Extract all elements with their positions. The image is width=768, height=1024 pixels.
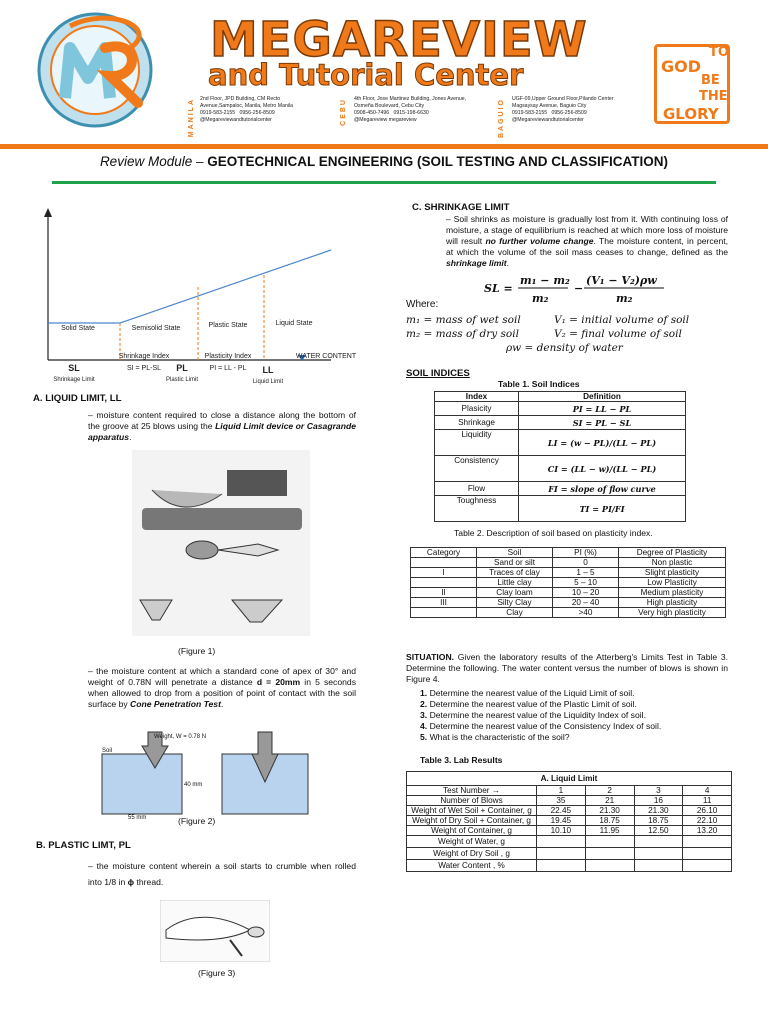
index-label: Plasticity Index bbox=[204, 353, 252, 360]
list-item: 1. Determine the nearest value of the Liquid Limit of soil. bbox=[420, 688, 635, 698]
branch-city-manila: MANILA bbox=[188, 98, 195, 138]
emphasis: d = 20mm bbox=[256, 677, 301, 687]
emphasis: Liquid Limit device or Casagrande apparatus bbox=[88, 421, 356, 442]
table-row bbox=[407, 806, 732, 816]
motto-word: GLORY bbox=[663, 105, 719, 123]
table-cell: Water Content , % bbox=[407, 860, 537, 872]
table-cell: 20 – 40 bbox=[553, 598, 619, 608]
table-cell: Weight of Wet Soil + Container, g bbox=[407, 806, 537, 816]
table-cell: Weight of Container, g bbox=[407, 826, 537, 836]
svg-text:SL =: SL = bbox=[484, 282, 513, 295]
list-item: 3. Determine the nearest value of the Liquidity Index of soil. bbox=[420, 710, 646, 720]
figure-2-caption: (Figure 2) bbox=[178, 816, 216, 826]
table-cell: 22.45 bbox=[537, 806, 586, 816]
table-cell: 10 – 20 bbox=[553, 588, 619, 598]
table-cell bbox=[537, 836, 586, 848]
definition: m₁ = mass of wet soil bbox=[406, 314, 521, 326]
branch-baguio bbox=[512, 96, 632, 124]
table-row bbox=[407, 848, 732, 860]
module-title bbox=[0, 154, 768, 169]
plasticity-table bbox=[410, 547, 726, 618]
table-header: Category bbox=[411, 548, 477, 558]
table-cell: Weight of Dry Soil , g bbox=[407, 848, 537, 860]
text: in 5 seconds when allowed to drop from a position of point of contact with the soil surface by bbox=[88, 677, 356, 709]
svg-text:m₁ − m₂: m₁ − m₂ bbox=[520, 274, 570, 287]
table-row bbox=[435, 416, 686, 430]
casagrande-figure bbox=[132, 450, 310, 636]
table-cell: 3 bbox=[634, 786, 683, 796]
item-text: Determine the nearest value of the Liquid Limit of soil. bbox=[429, 688, 635, 698]
definition: ρw = density of water bbox=[506, 342, 623, 354]
header-divider bbox=[0, 144, 768, 149]
table-cell bbox=[634, 860, 683, 872]
emphasis: no further volume change bbox=[485, 236, 594, 246]
table-cell bbox=[411, 578, 477, 588]
table-header: Degree of Plasticity bbox=[619, 548, 726, 558]
table-cell: 18.75 bbox=[634, 816, 683, 826]
figure-label: 55 mm bbox=[128, 815, 147, 820]
emphasis: shrinkage limit bbox=[446, 258, 507, 268]
table-cell: Consistency bbox=[435, 456, 519, 482]
limit-name: Plastic Limit bbox=[165, 377, 199, 383]
limit-abbr: SL bbox=[68, 363, 80, 373]
branch-city-baguio: BAGUIO bbox=[498, 98, 505, 138]
table-cell: 22.10 bbox=[683, 816, 732, 826]
item-text: What is the characteristic of the soil? bbox=[429, 732, 570, 742]
table-row bbox=[411, 558, 726, 568]
heading-soil-indices: SOIL INDICES bbox=[406, 368, 470, 379]
figure-1-caption: (Figure 1) bbox=[178, 646, 216, 656]
shrinkage-limit-text: – Soil shrinks as moisture is gradually lost from it. With continuing loss of moisture, a stage of equilibrium is reached at which more loss of moisture will result no further volume change. The moisture content, in percent, at which the volume of the soil mass ceases to change, defined as the shrinkage limit. bbox=[446, 214, 729, 268]
definition: V₁ = initial volume of soil bbox=[554, 314, 690, 326]
table-cell: Low Plasticity bbox=[619, 578, 726, 588]
heading-liquid-limit: A. LIQUID LIMIT, LL bbox=[33, 393, 122, 404]
table-cell: Number of Blows bbox=[407, 796, 537, 806]
table-cell bbox=[683, 860, 732, 872]
table-cell: Very high plasticity bbox=[619, 608, 726, 618]
table-2-caption: Table 2. Description of soil based on plasticity index. bbox=[454, 528, 653, 538]
motto-word: THE bbox=[699, 89, 728, 104]
table-cell: Sand or silt bbox=[477, 558, 553, 568]
table-row bbox=[407, 860, 732, 872]
table-row bbox=[435, 402, 686, 416]
table-row bbox=[435, 496, 686, 522]
table-title-row bbox=[407, 772, 732, 786]
table-cell: 12.50 bbox=[634, 826, 683, 836]
branch-phone: 0956-256-8509 bbox=[551, 110, 587, 116]
cone-penetration-figure bbox=[98, 728, 318, 820]
limit-abbr: PL bbox=[176, 363, 188, 373]
text: . The moisture content, in percent, at which the volume of the soil mass ceases to change, defined as the bbox=[446, 236, 729, 257]
limit-name: Shrinkage Limit bbox=[53, 377, 95, 383]
situation-text bbox=[406, 652, 728, 685]
table-cell: Toughness bbox=[435, 496, 519, 522]
table-cell: Shrinkage bbox=[435, 416, 519, 430]
item-text: Determine the nearest value of the Consistency Index of soil. bbox=[429, 721, 662, 731]
table-cell: 11 bbox=[683, 796, 732, 806]
plastic-limit-text bbox=[88, 858, 356, 890]
diagram-y-arrow bbox=[44, 208, 52, 217]
text: – the moisture content at which a standard cone of apex of 30° and weight of 0.78N will penetrate a distance bbox=[88, 666, 356, 687]
lab-results-table bbox=[406, 771, 732, 872]
table-cell: 35 bbox=[537, 796, 586, 806]
table-cell: Weight of Dry Soil + Container, g bbox=[407, 816, 537, 826]
branch-phone: 0919-583-2155 bbox=[200, 110, 236, 116]
liquid-limit-text: – moisture content required to close a distance along the bottom of the groove at 25 blows using the Liquid Limit device or Casagrande apparatus. bbox=[88, 410, 356, 442]
table-cell: Weight of Water, g bbox=[407, 836, 537, 848]
brand-subtitle: and Tutorial Center bbox=[208, 58, 524, 92]
branch-city-cebu: CEBU bbox=[340, 98, 347, 126]
situation-label: SITUATION. bbox=[406, 652, 455, 662]
motto-word: TO bbox=[709, 45, 729, 60]
table-row bbox=[411, 588, 726, 598]
table-cell bbox=[683, 836, 732, 848]
table-cell bbox=[585, 836, 634, 848]
table-cell: LI = (w − PL)/(LL − PL) bbox=[519, 430, 686, 456]
soil-indices-table bbox=[434, 391, 686, 522]
table-cell: TI = PI/FI bbox=[519, 496, 686, 522]
table-cell: 16 bbox=[634, 796, 683, 806]
svg-text:m₂: m₂ bbox=[616, 292, 633, 305]
table-cell bbox=[634, 848, 683, 860]
situation-list bbox=[420, 688, 726, 743]
table-cell bbox=[634, 836, 683, 848]
motto-word: GOD bbox=[661, 57, 702, 76]
svg-text:(V₁ − V₂)ρw: (V₁ − V₂)ρw bbox=[586, 274, 657, 287]
where-label: Where: bbox=[406, 299, 439, 310]
table-header: PI (%) bbox=[553, 548, 619, 558]
table-row bbox=[407, 786, 732, 796]
table-cell: Test Number → bbox=[407, 786, 537, 796]
emphasis: Cone Penetration Test bbox=[130, 699, 221, 709]
table-row bbox=[435, 430, 686, 456]
table-cell: 19.45 bbox=[537, 816, 586, 826]
svg-text:m₂: m₂ bbox=[532, 292, 549, 305]
text: – Soil shrinks as moisture is gradually lost from it. With continuing loss of moisture, a stage of equilibrium is reached at which more loss of moisture will result bbox=[446, 214, 728, 246]
table-cell: 2 bbox=[585, 786, 634, 796]
shrinkage-formula bbox=[480, 272, 680, 306]
table-cell: 11.95 bbox=[585, 826, 634, 836]
limit-abbr: LL bbox=[262, 365, 274, 375]
table-row bbox=[435, 482, 686, 496]
table-row bbox=[407, 796, 732, 806]
table-cell: 21 bbox=[585, 796, 634, 806]
heading-shrinkage-limit: C. SHRINKAGE LIMIT bbox=[412, 202, 510, 213]
table-cell: II bbox=[411, 588, 477, 598]
table-cell bbox=[537, 860, 586, 872]
table-cell bbox=[411, 608, 477, 618]
limit-name: Liquid Limit bbox=[252, 379, 284, 385]
definition: V₂ = final volume of soil bbox=[554, 328, 682, 340]
motto-badge bbox=[654, 44, 730, 124]
soil-states-diagram bbox=[36, 205, 366, 405]
item-text: Determine the nearest value of the Liquidity Index of soil. bbox=[429, 710, 646, 720]
figure-3-caption: (Figure 3) bbox=[198, 968, 236, 978]
table-cell: Liquidity bbox=[435, 430, 519, 456]
list-item: 4. Determine the nearest value of the Consistency Index of soil. bbox=[420, 721, 662, 731]
branch-phone: 0915-198-6630 bbox=[393, 110, 429, 116]
table-cell: CI = (LL − w)/(LL − PL) bbox=[519, 456, 686, 482]
branch-address: UGF-09,Upper Ground Floor,Pilando Center Magsaysay Avenue, Baguio City bbox=[512, 96, 614, 109]
branch-social: @Megareviewandtutorialcenter bbox=[200, 117, 272, 123]
axis-label: WATER CONTENT bbox=[295, 353, 357, 360]
phi-symbol: ϕ bbox=[127, 877, 135, 887]
table-cell: Little clay bbox=[477, 578, 553, 588]
table-1-caption: Table 1. Soil Indices bbox=[498, 379, 580, 389]
table-cell bbox=[411, 558, 477, 568]
branch-phone: 0908-450-7496 bbox=[354, 110, 390, 116]
table-cell: >40 bbox=[553, 608, 619, 618]
item-text: Determine the nearest value of the Plastic Limit of soil. bbox=[429, 699, 637, 709]
table-cell: 26.10 bbox=[683, 806, 732, 816]
index-label: PI = LL - PL bbox=[209, 365, 247, 372]
index-label: SI = PL-SL bbox=[126, 365, 162, 372]
table-cell: Non plastic bbox=[619, 558, 726, 568]
table-cell: 1 – 5 bbox=[553, 568, 619, 578]
brand-title: MEGAREVIEW bbox=[210, 12, 588, 68]
index-label: Shrinkage Index bbox=[118, 353, 170, 360]
table-cell: Silty Clay bbox=[477, 598, 553, 608]
figure-label: 40 mm bbox=[184, 782, 203, 788]
table-cell: 10.10 bbox=[537, 826, 586, 836]
branch-manila bbox=[200, 96, 320, 124]
figure-label: Soil bbox=[102, 748, 113, 754]
table-cell: Clay loam bbox=[477, 588, 553, 598]
table-cell bbox=[537, 848, 586, 860]
table-cell: I bbox=[411, 568, 477, 578]
table-row bbox=[411, 568, 726, 578]
table-cell: III bbox=[411, 598, 477, 608]
branch-address: 4th Floor, Jose Martinez Building, Jones Avenue, Osmeña Boulevard, Cebu City bbox=[354, 96, 467, 109]
table-cell: 4 bbox=[683, 786, 732, 796]
branch-address: 2nd Floor, JPD Building, CM Recto Avenue,Sampaloc, Manila, Metro Manila bbox=[200, 96, 294, 109]
table-cell: 21.30 bbox=[585, 806, 634, 816]
table-cell: 5 – 10 bbox=[553, 578, 619, 588]
table-cell: 18.75 bbox=[585, 816, 634, 826]
state-label: Semisolid State bbox=[131, 325, 181, 332]
table-cell: PI = LL − PL bbox=[519, 402, 686, 416]
state-label: Solid State bbox=[61, 325, 95, 332]
volume-curve bbox=[48, 250, 331, 323]
motto-word: BE bbox=[701, 73, 720, 88]
table-header: Definition bbox=[519, 392, 686, 402]
table-cell bbox=[683, 848, 732, 860]
table-cell: FI = slope of flow curve bbox=[519, 482, 686, 496]
table-header: Soil bbox=[477, 548, 553, 558]
text: – moisture content required to close a distance along the bottom of the groove at 25 blows using the bbox=[88, 410, 356, 431]
table-cell: Flow bbox=[435, 482, 519, 496]
megareview-logo bbox=[10, 8, 180, 128]
table-3-caption: Table 3. Lab Results bbox=[420, 755, 503, 765]
table-cell: 13.20 bbox=[683, 826, 732, 836]
figure-label: Weight, W = 0.78 N bbox=[154, 734, 207, 740]
state-label: Plastic State bbox=[208, 322, 248, 329]
table-cell: 0 bbox=[553, 558, 619, 568]
table-row bbox=[435, 456, 686, 482]
table-cell: Medium plasticity bbox=[619, 588, 726, 598]
table-cell: 21.30 bbox=[634, 806, 683, 816]
table-cell: SI = PL − SL bbox=[519, 416, 686, 430]
module-subject: GEOTECHNICAL ENGINEERING (SOIL TESTING AND CLASSIFICATION) bbox=[207, 154, 669, 169]
text: – the moisture content wherein a soil starts to crumble when rolled into 1/8 in bbox=[88, 861, 356, 887]
title-divider bbox=[52, 181, 716, 184]
table-cell: Plasicity bbox=[435, 402, 519, 416]
table-row bbox=[407, 816, 732, 826]
table-header: Index bbox=[435, 392, 519, 402]
branch-social: @Megareviewandtutorialcenter bbox=[512, 117, 584, 123]
table-cell: Traces of clay bbox=[477, 568, 553, 578]
table-row bbox=[411, 608, 726, 618]
table-cell bbox=[585, 860, 634, 872]
module-prefix: Review Module – bbox=[99, 154, 204, 169]
table-header-row bbox=[435, 392, 686, 402]
text: Given the laboratory results of the Atterberg's Limits Test in Table 3. Determine the following. The water content versus the number of blows is shown in Figure 4. bbox=[406, 652, 728, 684]
text: thread. bbox=[136, 877, 164, 887]
table-row bbox=[411, 578, 726, 588]
thread-rolling-figure bbox=[160, 900, 270, 962]
table-row bbox=[411, 598, 726, 608]
definition: m₂ = mass of dry soil bbox=[406, 328, 519, 340]
cone-test-text: – the moisture content at which a standard cone of apex of 30° and weight of 0.78N will penetrate a distance d = 20mm in 5 seconds when allowed to drop from a position of point of contact with the soil surface by Cone Penetration Test. bbox=[88, 666, 356, 709]
heading-plastic-limit: B. PLASTIC LIMT, PL bbox=[36, 840, 131, 851]
branch-phone: 0956-256-8509 bbox=[239, 110, 275, 116]
branch-phone: 0919-583-2155 bbox=[512, 110, 548, 116]
table-row bbox=[407, 826, 732, 836]
table-cell: Slight plasticity bbox=[619, 568, 726, 578]
table-title: A. Liquid Limit bbox=[407, 772, 732, 786]
branch-social: @Megareview megareview bbox=[354, 117, 417, 123]
table-row bbox=[407, 836, 732, 848]
table-cell: High plasticity bbox=[619, 598, 726, 608]
list-item: 2. Determine the nearest value of the Plastic Limit of soil. bbox=[420, 699, 637, 709]
svg-text:−: − bbox=[574, 282, 584, 295]
table-cell bbox=[585, 848, 634, 860]
table-header-row bbox=[411, 548, 726, 558]
state-label: Liquid State bbox=[275, 320, 313, 327]
list-item: 5. What is the characteristic of the soil? bbox=[420, 732, 570, 742]
branch-cebu bbox=[354, 96, 474, 124]
table-cell: 1 bbox=[537, 786, 586, 796]
table-cell: Clay bbox=[477, 608, 553, 618]
